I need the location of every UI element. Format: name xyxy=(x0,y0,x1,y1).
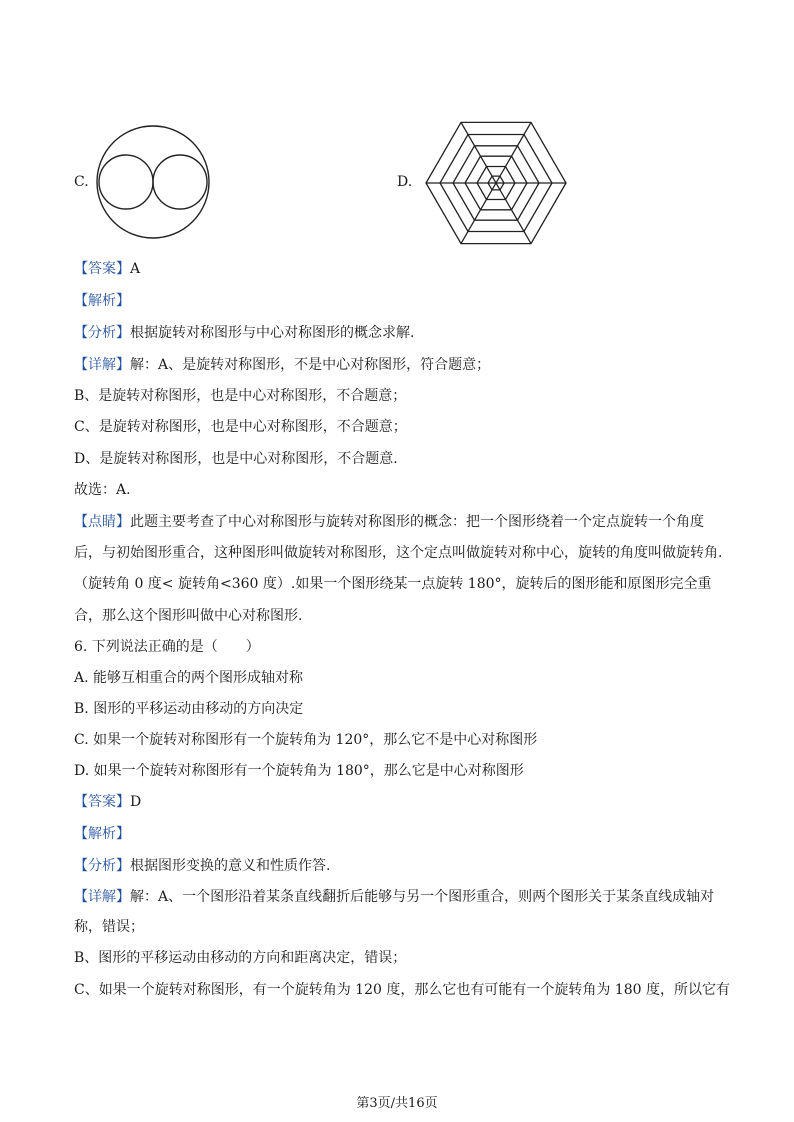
figure-c-circles xyxy=(95,124,215,240)
q6-option-d: D. 如果一个旋转对称图形有一个旋转角为 180°，那么它是中心对称图形 xyxy=(74,763,524,779)
page-number: 第3页/共16页 xyxy=(356,1096,438,1111)
q5-line-c: C、是旋转对称图形，也是中心对称图形，不合题意； xyxy=(74,419,407,435)
answer-value: D xyxy=(130,794,142,810)
q6-line-c: C、如果一个旋转对称图形，有一个旋转角为 120 度，那么它也有可能有一个旋转角为 180 度，所以它有 xyxy=(74,982,730,998)
fenxi-tag: 【分析】 xyxy=(74,325,130,341)
q6-option-b: B. 图形的平移运动由移动的方向决定 xyxy=(74,701,304,717)
answer-tag: 【答案】 xyxy=(74,261,130,277)
q6-answer-line xyxy=(74,792,141,812)
analysis-tag: 【解析】 xyxy=(74,826,130,842)
xiangjie-tag: 【详解】 xyxy=(74,357,130,373)
fenxi-text: 根据图形变换的意义和性质作答. xyxy=(130,858,331,874)
xiangjie-text-2: 称，错误； xyxy=(74,919,144,935)
fenxi-tag: 【分析】 xyxy=(74,858,130,874)
q5-choice: 故选：A. xyxy=(74,482,131,498)
dianjing-text-2: 后，与初始图形重合，这种图形叫做旋转对称图形，这个定点叫做旋转对称中心，旋转的角度叫做旋转角. xyxy=(74,545,723,561)
q6-xiangjie-line xyxy=(74,887,714,907)
q5-answer-line xyxy=(74,259,140,279)
q6-stem: 6. 下列说法正确的是（ ） xyxy=(74,639,260,655)
q6-option-a: A. 能够互相重合的两个图形成轴对称 xyxy=(74,670,304,686)
xiangjie-text: 解：A、是旋转对称图形，不是中心对称图形，符合题意； xyxy=(130,357,491,373)
q6-line-b: B、图形的平移运动由移动的方向和距离决定，错误； xyxy=(74,950,407,966)
analysis-tag: 【解析】 xyxy=(74,293,130,309)
figure-d-hexagon-web xyxy=(424,120,568,246)
dianjing-text-1: 此题主要考查了中心对称图形与旋转对称图形的概念：把一个图形绕着一个定点旋转一个角度 xyxy=(130,514,704,530)
q5-xiangjie-line xyxy=(74,355,490,375)
option-c-label: C. xyxy=(74,174,89,190)
option-d-label: D. xyxy=(397,174,413,190)
q6-option-c: C. 如果一个旋转对称图形有一个旋转角为 120°，那么它不是中心对称图形 xyxy=(74,732,538,748)
q5-line-d: D、是旋转对称图形，也是中心对称图形，不合题意. xyxy=(74,451,398,467)
q5-dianjing-line xyxy=(74,512,704,532)
q5-line-b: B、是旋转对称图形，也是中心对称图形，不合题意； xyxy=(74,388,407,404)
q5-fenxi-line xyxy=(74,323,414,343)
dianjing-text-4: 合，那么这个图形叫做中心对称图形. xyxy=(74,608,303,624)
dianjing-text-3: （旋转角 0 度< 旋转角<360 度）.如果一个图形绕某一点旋转 180°，旋转后的图形能和原图形完全重 xyxy=(74,576,712,592)
xiangjie-text-1: 解：A、一个图形沿着某条直线翻折后能够与另一个图形重合，则两个图形关于某条直线成轴对 xyxy=(130,889,715,905)
fenxi-text: 根据旋转对称图形与中心对称图形的概念求解. xyxy=(130,325,415,341)
dianjing-tag: 【点睛】 xyxy=(74,514,130,530)
q6-fenxi-line xyxy=(74,856,330,876)
answer-value: A xyxy=(130,261,141,277)
xiangjie-tag: 【详解】 xyxy=(74,889,130,905)
answer-tag: 【答案】 xyxy=(74,794,130,810)
